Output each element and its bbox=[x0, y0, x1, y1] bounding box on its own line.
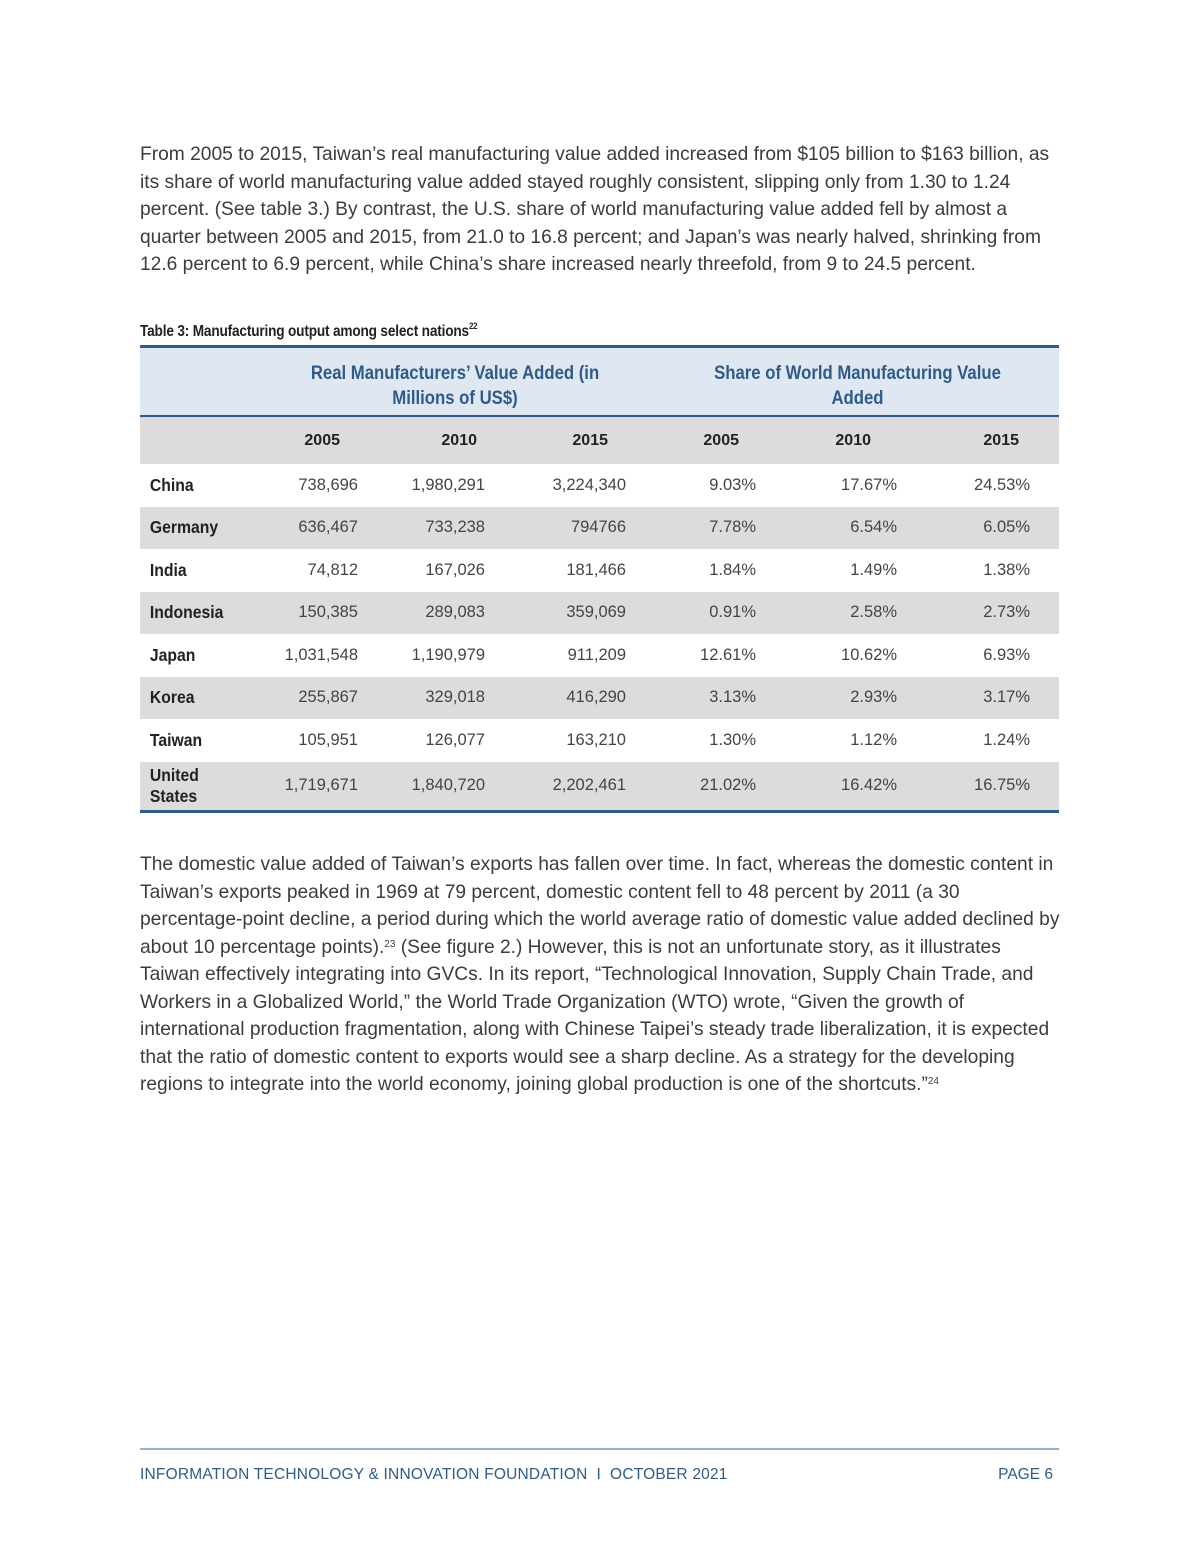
table-body bbox=[140, 464, 1059, 810]
table-row bbox=[140, 507, 1059, 550]
world-share-cell: 12.61% bbox=[700, 645, 756, 664]
value-added-cell: 738,696 bbox=[298, 475, 358, 494]
table-row bbox=[140, 719, 1059, 762]
year-header: 2005 bbox=[703, 432, 739, 449]
world-share-cell: 1.24% bbox=[983, 730, 1030, 749]
footnote-ref-23[interactable]: 23 bbox=[384, 938, 396, 950]
country-cell: United States bbox=[149, 764, 199, 806]
footer-publisher-date: INFORMATION TECHNOLOGY & INNOVATION FOUNDATION I OCTOBER 2021 bbox=[140, 1466, 728, 1483]
value-added-cell: 126,077 bbox=[425, 730, 485, 749]
footnote-ref-22[interactable]: 22 bbox=[468, 321, 478, 331]
value-added-cell: 1,840,720 bbox=[411, 776, 485, 794]
country-cell: Japan bbox=[149, 644, 196, 665]
world-share-cell: 17.67% bbox=[841, 475, 897, 494]
table-row bbox=[140, 634, 1059, 677]
footer-page-number: PAGE 6 bbox=[998, 1466, 1053, 1483]
year-header: 2015 bbox=[572, 432, 608, 449]
world-share-cell: 7.78% bbox=[709, 518, 756, 537]
body-paragraph-2-part-b: (See figure 2.) However, this is not an unfortunate story, as it illustrates Taiwan effectively integrating into GVCs. In its report, “Technological Innovation, Supply Chain Trade, and Workers in a Globalized World,” the World Trade Organization (WTO) wrote, “Given the growth of international production fragmentation, along with Chinese Taipei’s steady trade liberalization, it is expected that the ratio of domestic content to exports would see a sharp decline. As a strategy for the developing regions to integrate into the world economy, joining global production is one of the shortcuts.” bbox=[140, 936, 1050, 1095]
world-share-cell: 1.49% bbox=[850, 560, 897, 579]
country-cell: Germany bbox=[149, 517, 219, 538]
country-cell: Taiwan bbox=[149, 729, 203, 750]
table-row bbox=[140, 762, 1059, 810]
value-added-cell: 1,031,548 bbox=[284, 645, 358, 664]
table-caption bbox=[140, 323, 477, 341]
value-added-cell: 3,224,340 bbox=[552, 475, 626, 494]
world-share-cell: 6.05% bbox=[983, 518, 1030, 537]
table-row bbox=[140, 592, 1059, 635]
world-share-cell: 16.75% bbox=[974, 776, 1030, 794]
footnote-ref-24[interactable]: 24 bbox=[927, 1076, 939, 1087]
year-header: 2010 bbox=[441, 432, 477, 449]
manufacturing-output-table bbox=[140, 345, 1059, 813]
value-added-cell: 1,980,291 bbox=[411, 475, 485, 494]
world-share-cell: 2.73% bbox=[983, 603, 1030, 622]
world-share-cell: 0.91% bbox=[709, 603, 756, 622]
world-share-cell: 16.42% bbox=[841, 776, 897, 794]
world-share-cell: 6.54% bbox=[850, 518, 897, 537]
group-header-world-share: Share of World Manufacturing Value Added bbox=[714, 363, 1001, 409]
footer-rule bbox=[140, 1448, 1059, 1450]
world-share-cell: 1.12% bbox=[850, 730, 897, 749]
country-cell: China bbox=[149, 474, 194, 495]
value-added-cell: 181,466 bbox=[566, 560, 626, 579]
world-share-cell: 10.62% bbox=[841, 645, 897, 664]
table-group-header bbox=[140, 348, 1059, 417]
value-added-cell: 105,951 bbox=[298, 730, 358, 749]
body-paragraph-2-part-a: The domestic value added of Taiwan’s exports has fallen over time. In fact, whereas the domestic content in Taiwan’s exports peaked in 1969 at 79 percent, domestic content fell to 48 percent by 2011 (a 30 percentage-point decline, a period during which the world average ratio of domestic value added declined by about 10 percentage points). bbox=[140, 854, 1060, 958]
value-added-cell: 416,290 bbox=[566, 688, 626, 707]
table-row bbox=[140, 464, 1059, 507]
value-added-cell: 167,026 bbox=[425, 560, 485, 579]
table-bottom-rule bbox=[140, 810, 1059, 813]
value-added-cell: 289,083 bbox=[425, 603, 485, 622]
body-paragraph-2 bbox=[140, 851, 1065, 1099]
value-added-cell: 794766 bbox=[570, 518, 626, 537]
year-header: 2005 bbox=[304, 432, 340, 449]
country-cell: Korea bbox=[149, 687, 195, 708]
country-cell: Indonesia bbox=[149, 602, 224, 623]
body-paragraph-1: From 2005 to 2015, Taiwan’s real manufacturing value added increased from $105 billion to $163 billion, as its share of world manufacturing value added stayed roughly consistent, slipping only from 1.30 to 1.24 percent. (See table 3.) By contrast, the U.S. share of world manufacturing value added fell by almost a quarter between 2005 and 2015, from 21.0 to 16.8 percent; and Japan’s was nearly halved, shrinking from 12.6 percent to 6.9 percent, while China’s share increased nearly threefold, from 9 to 24.5 percent. bbox=[140, 144, 1050, 275]
world-share-cell: 21.02% bbox=[700, 776, 756, 794]
world-share-cell: 9.03% bbox=[709, 475, 756, 494]
group-header-real-value-added: Real Manufacturers’ Value Added (in Millions of US$) bbox=[310, 363, 600, 409]
value-added-cell: 74,812 bbox=[307, 560, 358, 579]
value-added-cell: 150,385 bbox=[298, 603, 358, 622]
value-added-cell: 733,238 bbox=[425, 518, 485, 537]
world-share-cell: 6.93% bbox=[983, 645, 1030, 664]
table-caption-text: Table 3: Manufacturing output among select nations bbox=[140, 323, 469, 340]
world-share-cell: 1.38% bbox=[983, 560, 1030, 579]
value-added-cell: 1,190,979 bbox=[411, 645, 485, 664]
world-share-cell: 1.84% bbox=[709, 560, 756, 579]
country-cell: India bbox=[149, 559, 187, 580]
table-row bbox=[140, 677, 1059, 720]
value-added-cell: 2,202,461 bbox=[552, 776, 626, 794]
world-share-cell: 3.13% bbox=[709, 688, 756, 707]
world-share-cell: 3.17% bbox=[983, 688, 1030, 707]
value-added-cell: 329,018 bbox=[425, 688, 485, 707]
table-row bbox=[140, 549, 1059, 592]
world-share-cell: 2.93% bbox=[850, 688, 897, 707]
value-added-cell: 1,719,671 bbox=[284, 776, 358, 794]
world-share-cell: 2.58% bbox=[850, 603, 897, 622]
world-share-cell: 24.53% bbox=[974, 475, 1030, 494]
value-added-cell: 911,209 bbox=[567, 645, 626, 664]
year-header-row bbox=[140, 417, 1059, 464]
value-added-cell: 163,210 bbox=[566, 730, 626, 749]
year-header: 2010 bbox=[835, 432, 871, 449]
value-added-cell: 636,467 bbox=[298, 518, 358, 537]
value-added-cell: 359,069 bbox=[566, 603, 626, 622]
year-header: 2015 bbox=[983, 432, 1019, 449]
world-share-cell: 1.30% bbox=[709, 730, 756, 749]
value-added-cell: 255,867 bbox=[298, 688, 358, 707]
